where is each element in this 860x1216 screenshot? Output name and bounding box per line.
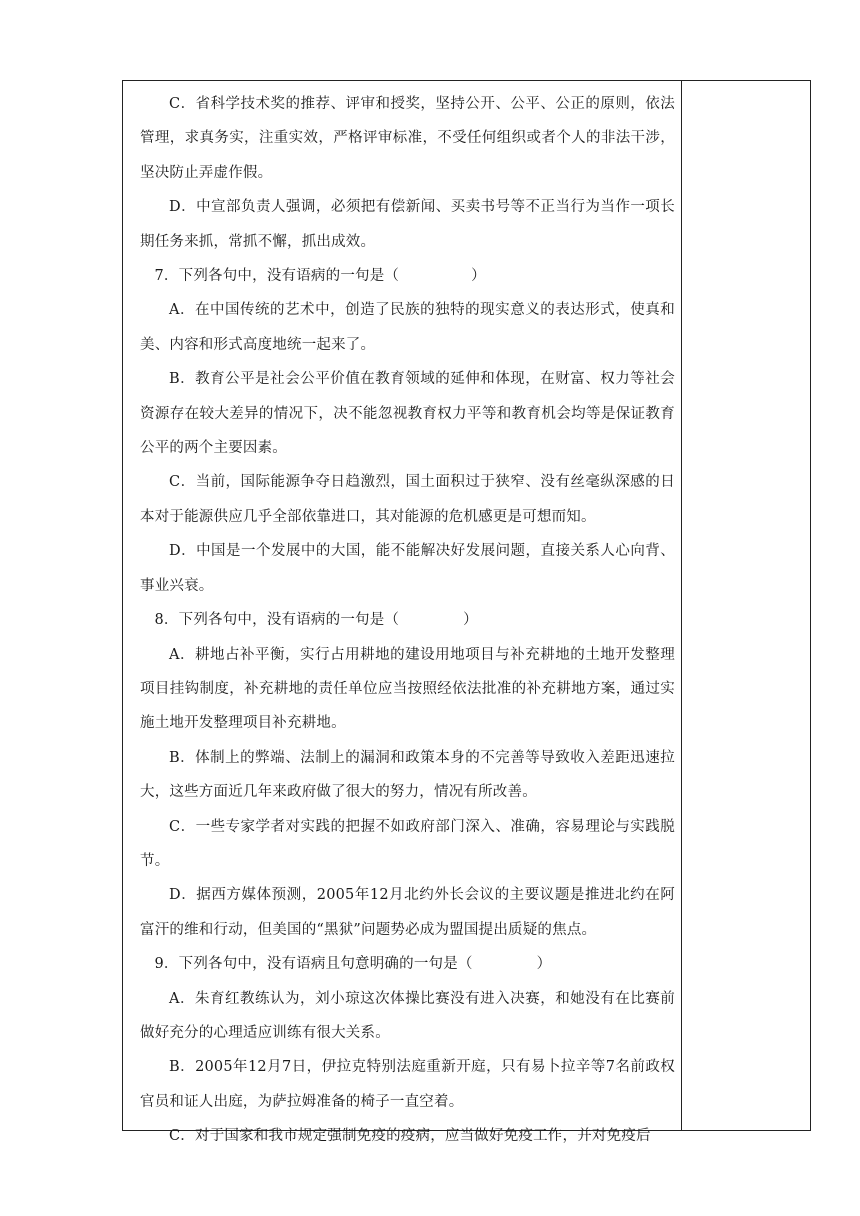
option-a-q7: A．在中国传统的艺术中，创造了民族的独特的现实意义的表达形式，使真和美、内容和形式高度地统一起来了。 (140, 302, 675, 353)
notes-cell (682, 81, 810, 1130)
option-b-q9: B．2005年12月7日，伊拉克特别法庭重新开庭，只有易卜拉辛等7名前政权官员和证人出庭，为萨拉姆准备的椅子一直空着。 (140, 1059, 675, 1110)
option-d-q7: D．中国是一个发展中的大国，能不能解决好发展问题，直接关系人心向背、事业兴衰。 (140, 543, 675, 594)
document-table (122, 80, 811, 1145)
question-8 (140, 603, 675, 637)
option-a-q9: A．朱育红教练认为，刘小琼这次体操比赛没有进入决赛，和她没有在比赛前做好充分的心理适应训练有很大关系。 (140, 990, 675, 1041)
content-cell (140, 87, 675, 1154)
option-d-q8: D．据西方媒体预测，2005年12月北约外长会议的主要议题是推进北约在阿富汗的维和行动，但美国的“黑狱”问题势必成为盟国提出质疑的焦点。 (140, 887, 675, 938)
option-d-q6: D．中宣部负责人强调，必须把有偿新闻、买卖书号等不正当行为当作一项长期任务来抓，常抓不懈，抓出成效。 (140, 199, 675, 250)
option-b-q8: B．体制上的弊端、法制上的漏洞和政策本身的不完善等导致收入差距迅速拉大，这些方面近几年来政府做了很大的努力，情况有所改善。 (140, 749, 675, 801)
option-a-q8: A．耕地占补平衡，实行占用耕地的建设用地项目与补充耕地的土地开发整理项目挂钩制度，补充耕地的责任单位应当按照经依法批准的补充耕地方案，通过实施土地开发整理项目补充耕地。 (140, 646, 675, 732)
question-8-close: ） (463, 612, 478, 629)
question-7-close: ） (471, 268, 486, 285)
option-b-q7: B．教育公平是社会公平价值在教育领域的延伸和体现，在财富、权力等社会资源存在较大差异的情况下，决不能忽视教育权力平等和教育机会均等是保证教育公平的两个主要因素。 (140, 371, 675, 457)
option-c-q9: C．对于国家和我市规定强制免疫的疫病，应当做好免疫工作，并对免疫后 (169, 1128, 651, 1145)
option-c-q7: C．当前，国际能源争夺日趋激烈，国土面积过于狭窄、没有丝毫纵深感的日本对于能源供应几乎全部依靠进口，其对能源的危机感更是可想而知。 (140, 474, 675, 525)
question-9-stem: 9．下列各句中，没有语病且句意明确的一句是（ (154, 956, 473, 973)
option-c-q6: C．省科学技术奖的推荐、评审和授奖，坚持公开、公平、公正的原则，依法管理，求真务实，注重实效，严格评审标准，不受任何组织或者个人的非法干涉，坚决防止弄虚作假。 (140, 96, 675, 181)
question-9-close: ） (536, 956, 552, 973)
option-c-q8: C．一些专家学者对实践的把握不如政府部门深入、准确，容易理论与实践脱节。 (140, 818, 675, 869)
question-9 (140, 947, 675, 981)
question-8-stem: 8．下列各句中，没有语病的一句是（ (154, 612, 400, 629)
question-7 (140, 259, 675, 293)
question-7-stem: 7．下列各句中，没有语病的一句是（ (154, 268, 400, 285)
